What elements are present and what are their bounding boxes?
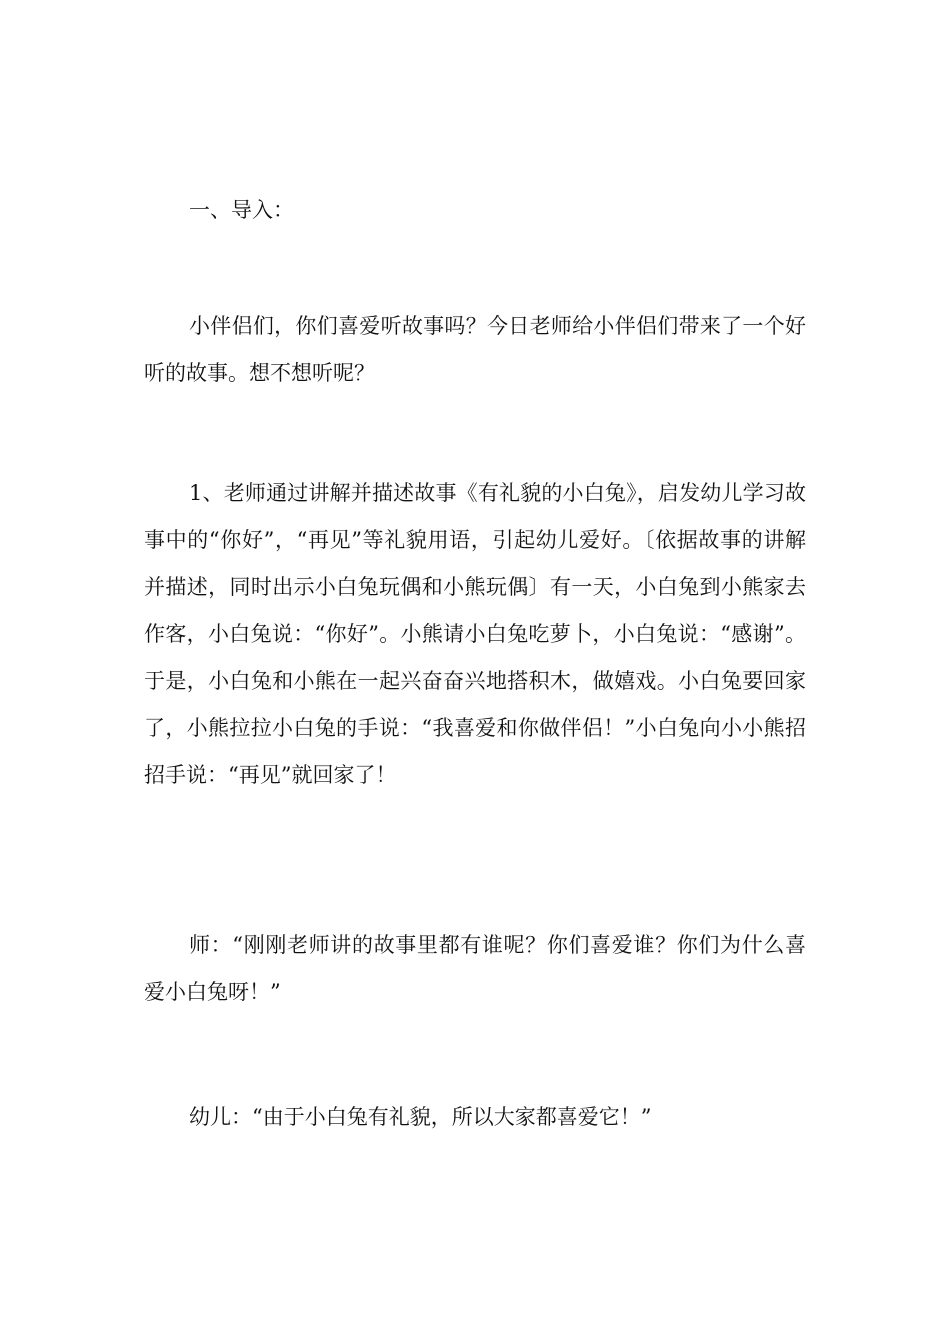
paragraph-greeting: 小伴侣们，你们喜爱听故事吗？今日老师给小伴侣们带来了一个好听的故事。想不想听呢？ [144, 314, 806, 385]
section-heading-introduction: 一、导入： [189, 198, 294, 222]
paragraph-child-answer: 幼儿：“由于小白兔有礼貌，所以大家都喜爱它！” [189, 1105, 652, 1129]
paragraph-teacher-question: 师：“刚刚老师讲的故事里都有谁呢？你们喜爱谁？你们为什么喜爱小白兔呀！” [144, 933, 806, 1004]
paragraph-story: 1、老师通过讲解并描述故事《有礼貌的小白兔》，启发幼儿学习故事中的“你好”，“再见”等礼貌用语，引起幼儿爱好。〔依据故事的讲解并描述，同时出示小白兔玩偶和小熊玩偶〕有一天，小白兔到小熊家去作客，小白兔说：“你好”。小熊请小白兔吃萝卜，小白兔说：“感谢”。于是，小白兔和小熊在一起兴奋奋兴地搭积木，做嬉戏。小白兔要回家了，小熊拉拉小白兔的手说：“我喜爱和你做伴侣！”小白兔向小小熊招招手说：“再见”就回家了！ [144, 481, 806, 787]
